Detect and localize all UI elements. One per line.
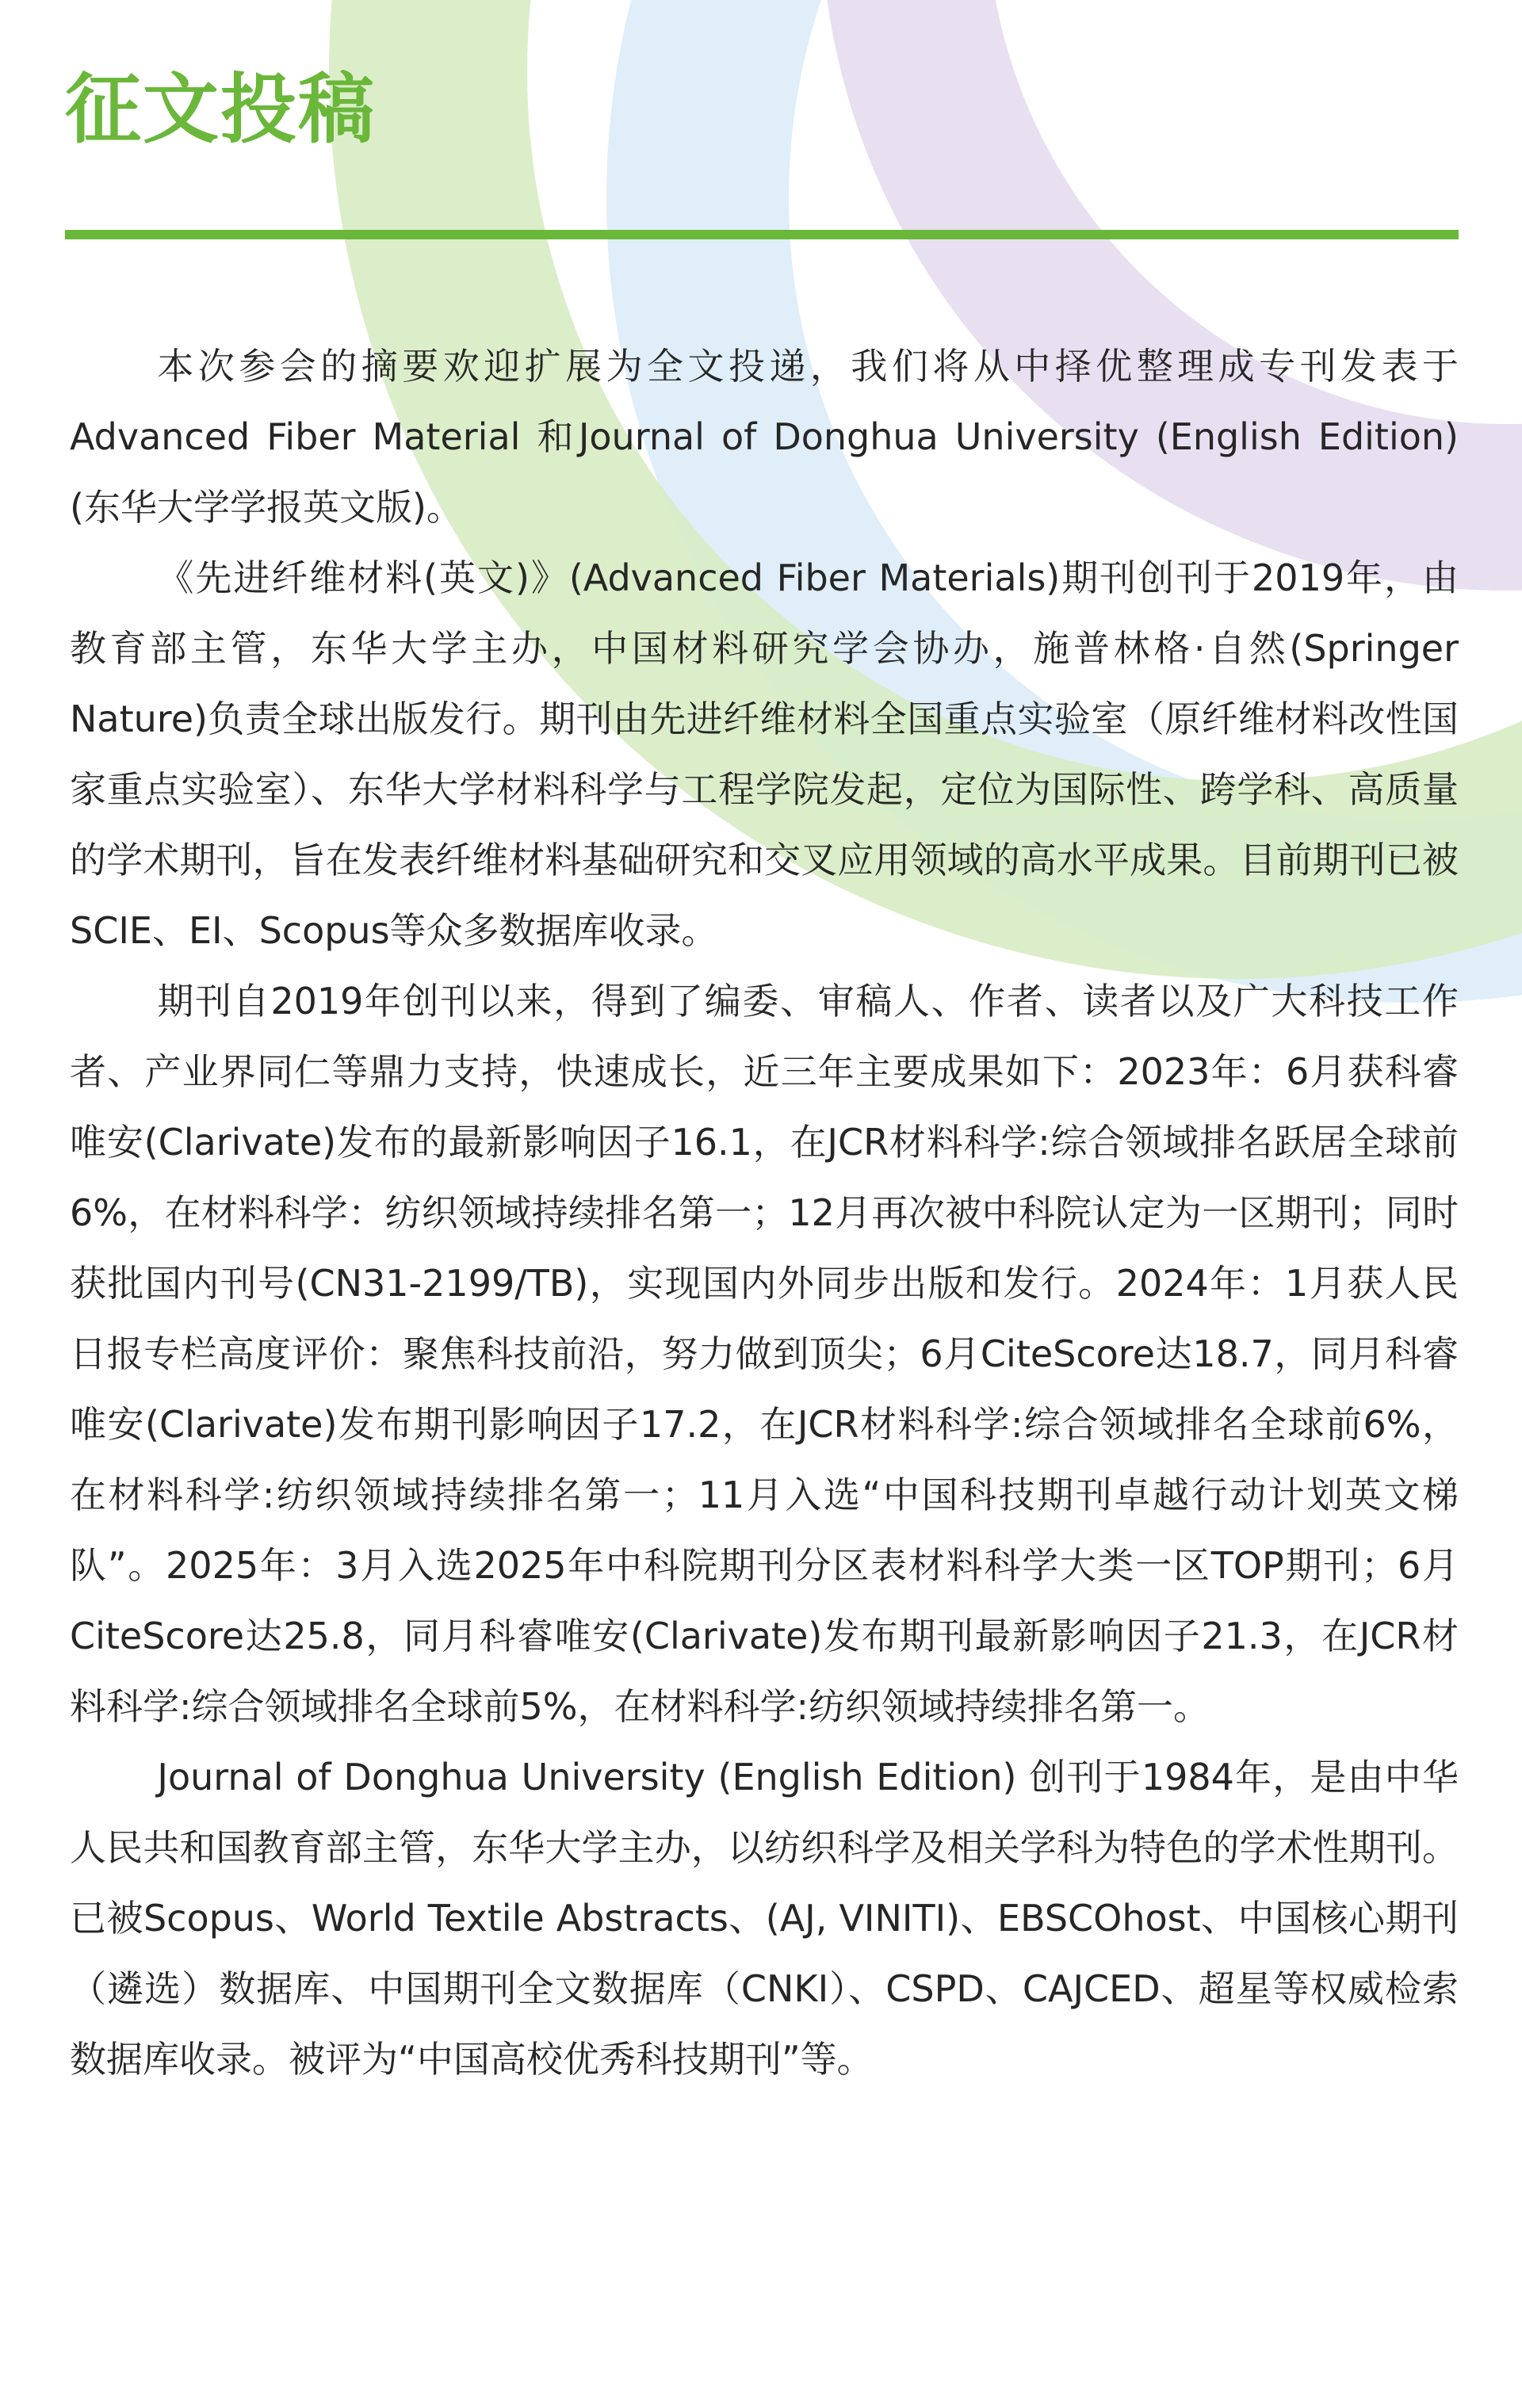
paragraph-afm-intro: 《先进纤维材料(英文)》(Advanced Fiber Materials)期刊创刊于2019年，由教育部主管，东华大学主办，中国材料研究学会协办，施普林格·自然(Springer Nature)负责全球出版发行。期刊由先进纤维材料全国重点实验室（原纤维材料改性国家重点实验室）、东华大学材料科学与工程学院发起，定位为国际性、跨学科、高质量的学术期刊，旨在发表纤维材料基础研究和交叉应用领域的高水平成果。目前期刊已被SCIE、EI、Scopus等众多数据库收录。: [70, 556, 1459, 952]
page-title: 征文投稿: [65, 65, 376, 154]
paragraph-afm-achievements: 期刊自2019年创刊以来，得到了编委、审稿人、作者、读者以及广大科技工作者、产业界同仁等鼎力支持，快速成长，近三年主要成果如下：2023年：6月获科睿唯安(Clarivate)发布的最新影响因子16.1，在JCR材料科学:综合领域排名跃居全球前6%，在材料科学：纺织领域持续排名第一；12月再次被中科院认定为一区期刊；同时获批国内刊号(CN31-2199/TB)，实现国内外同步出版和发行。2024年：1月获人民日报专栏高度评价：聚焦科技前沿，努力做到顶尖；6月CiteScore达18.7，同月科睿唯安(Clarivate)发布期刊影响因子17.2，在JCR材料科学:综合领域排名全球前6%，在材料科学:纺织领域持续排名第一；11月入选“中国科技期刊卓越行动计划英文梯队”。2025年：3月入选2025年中科院期刊分区表材料科学大类一区TOP期刊；6月CiteScore达25.8，同月科睿唯安(Clarivate)发布期刊最新影响因子21.3，在JCR材料科学:综合领域排名全球前5%，在材料科学:纺织领域持续排名第一。: [70, 980, 1459, 1728]
article-body: [70, 331, 1459, 2095]
paragraph-jdu-intro: Journal of Donghua University (English Edition) 创刊于1984年，是由中华人民共和国教育部主管，东华大学主办，以纺织科学及相关学科为特色的学术性期刊。已被Scopus、World Textile Abstracts、(AJ, VINITI)、EBSCOhost、中国核心期刊（遴选）数据库、中国期刊全文数据库（CNKI）、CSPD、CAJCED、超星等权威检索数据库收录。被评为“中国高校优秀科技期刊”等。: [70, 1756, 1459, 2081]
title-divider: [65, 230, 1459, 239]
paragraph-call-for-papers: 本次参会的摘要欢迎扩展为全文投递，我们将从中择优整理成专刊发表于Advanced Fiber Material 和Journal of Donghua University (English Edition) (东华大学学报英文版)。: [70, 345, 1459, 529]
